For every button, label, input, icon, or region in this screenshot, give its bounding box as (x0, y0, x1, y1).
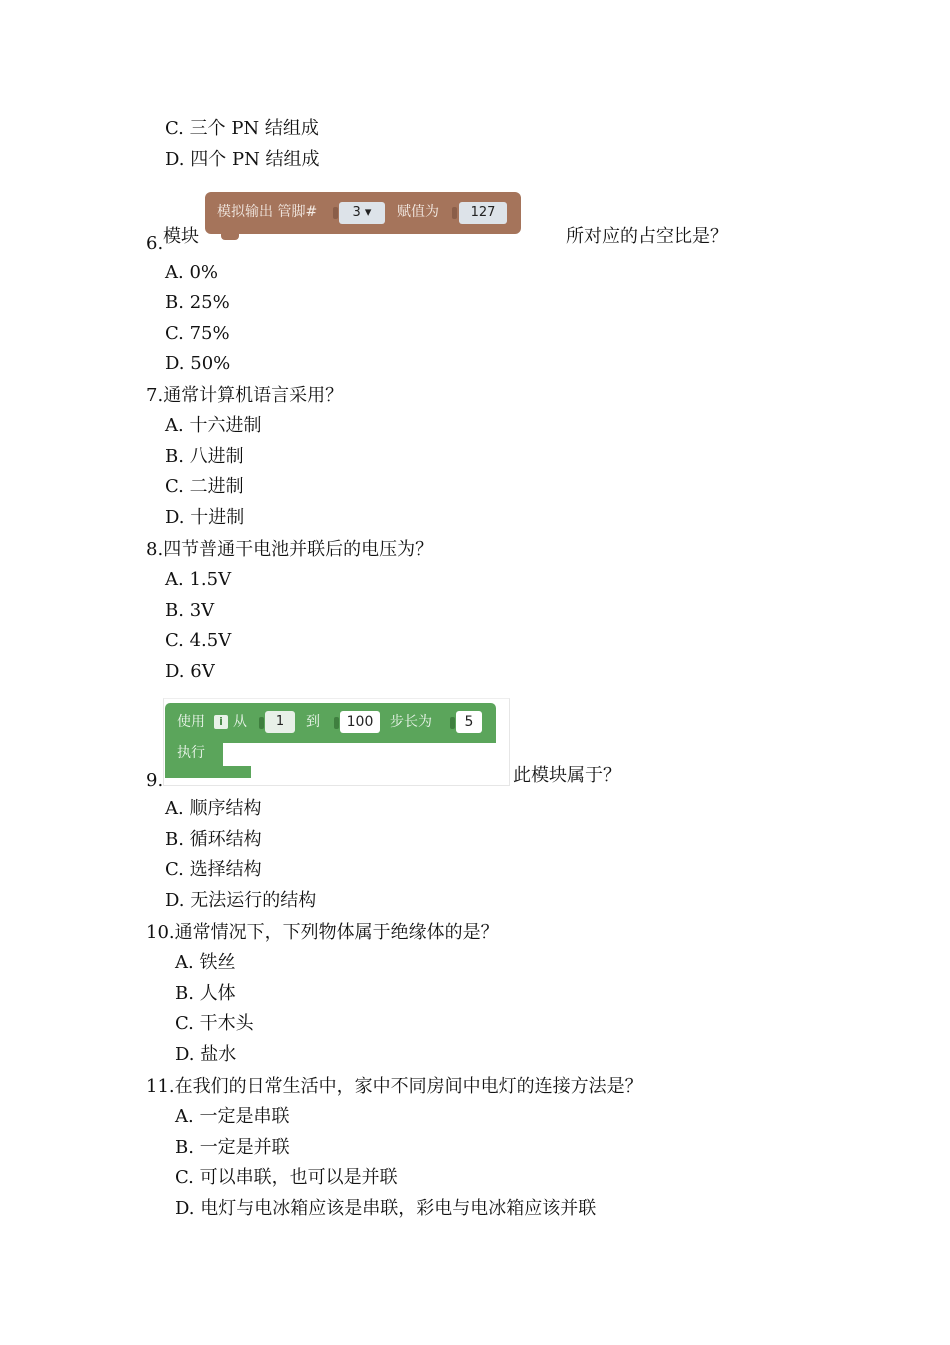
option-q10-c: C. 干木头 (175, 1013, 254, 1034)
value-slot: 127 (459, 202, 507, 224)
analog-output-label: 模拟输出 管脚# (217, 204, 318, 220)
question-10: 10.通常情况下，下列物体属于绝缘体的是？ (146, 922, 499, 943)
do-label: 执行 (177, 745, 205, 761)
option-q6-b: B. 25% (165, 292, 230, 313)
for-loop-block (165, 703, 496, 743)
option-q8-d: D. 6V (165, 661, 215, 682)
option-q7-d: D. 十进制 (165, 507, 245, 528)
question-9-suffix: 此模块属于？ (513, 765, 621, 786)
option-q7-a: A. 十六进制 (165, 415, 262, 436)
for-loop-mouth (223, 743, 253, 766)
option-q11-b: B. 一定是并联 (175, 1137, 290, 1158)
for-loop-do (165, 740, 223, 766)
option-q5-d: D. 四个 PN 结组成 (165, 149, 320, 170)
start-slot: 1 (265, 711, 295, 733)
option-q10-d: D. 盐水 (175, 1044, 237, 1065)
block-notch (221, 234, 239, 240)
end-slot: 100 (340, 711, 380, 733)
option-q11-a: A. 一定是串联 (175, 1106, 290, 1127)
analog-output-block (205, 192, 521, 234)
option-q8-a: A. 1.5V (165, 569, 232, 590)
question-number-9: 9. (146, 770, 164, 791)
input-tab (450, 717, 455, 729)
option-q8-c: C. 4.5V (165, 630, 232, 651)
option-q6-c: C. 75% (165, 323, 230, 344)
option-q8-b: B. 3V (165, 600, 215, 621)
step-label: 步长为 (390, 714, 432, 730)
option-q11-d: D. 电灯与电冰箱应该是串联，彩电与电冰箱应该并联 (175, 1198, 597, 1219)
option-q7-c: C. 二进制 (165, 476, 244, 497)
option-q11-c: C. 可以串联，也可以是并联 (175, 1167, 398, 1188)
question-7: 7.通常计算机语言采用？ (146, 385, 344, 406)
option-q9-b: B. 循环结构 (165, 829, 262, 850)
option-q6-a: A. 0% (165, 262, 219, 283)
assign-label: 赋值为 (397, 204, 439, 220)
for-from-label: 从 (233, 714, 247, 730)
option-q10-a: A. 铁丝 (175, 952, 236, 973)
input-tab (452, 207, 457, 219)
option-q9-a: A. 顺序结构 (165, 798, 262, 819)
question-6-prefix: 模块 (163, 226, 199, 247)
option-q6-d: D. 50% (165, 353, 231, 374)
for-use-label: 使用 (177, 714, 205, 730)
input-tab (333, 207, 338, 219)
for-loop-bottom (165, 766, 251, 778)
option-q5-c: C. 三个 PN 结组成 (165, 118, 319, 139)
question-6-suffix: 所对应的占空比是？ (566, 226, 728, 247)
loop-variable: i (214, 715, 228, 729)
option-q10-b: B. 人体 (175, 983, 236, 1004)
question-8: 8.四节普通干电池并联后的电压为？ (146, 539, 434, 560)
option-q9-c: C. 选择结构 (165, 859, 262, 880)
for-to-label: 到 (306, 714, 320, 730)
input-tab (259, 717, 264, 729)
question-11: 11.在我们的日常生活中，家中不同房间中电灯的连接方法是？ (146, 1076, 643, 1097)
option-q7-b: B. 八进制 (165, 446, 244, 467)
input-tab (334, 717, 339, 729)
question-number-6: 6. (146, 233, 164, 254)
pin-dropdown: 3 ▾ (339, 202, 385, 224)
step-slot: 5 (456, 711, 482, 733)
option-q9-d: D. 无法运行的结构 (165, 890, 317, 911)
